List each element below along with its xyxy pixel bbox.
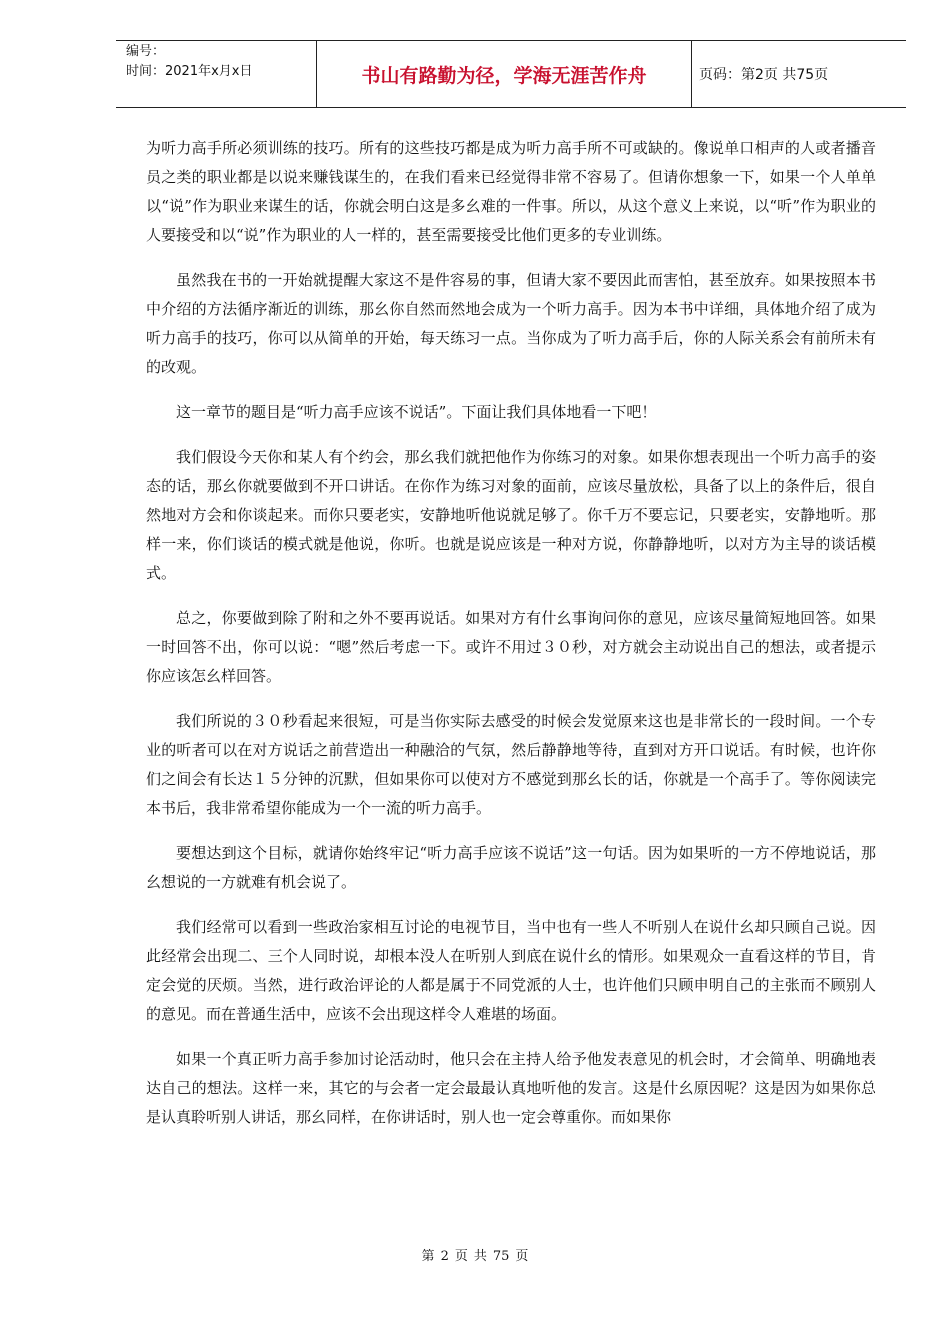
- paragraph-6: 我们所说的３０秒看起来很短，可是当你实际去感受的时候会发觉原来这也是非常长的一段时间。一个专业的听者可以在对方说话之前营造出一种融洽的气氛，然后静静地等待，直到对方开口说话。有时候，也许你们之间会有长达１５分钟的沉默，但如果你可以使对方不感觉到那幺长的话，你就是一个高手了。等你阅读完本书后，我非常希望你能成为一个一流的听力高手。: [146, 712, 876, 817]
- footer-page-word: 第: [421, 1249, 435, 1264]
- page-header: [116, 40, 906, 108]
- header-page-label: 页码：第2页 共75页: [699, 67, 829, 83]
- header-meta: [126, 42, 316, 82]
- header-divider-right: [691, 40, 692, 108]
- footer-page-unit: 页: [454, 1249, 468, 1264]
- paragraph-7: 要想达到这个目标，就请你始终牢记“听力高手应该不说话”这一句话。因为如果听的一方不停地说话，那幺想说的一方就难有机会说了。: [146, 844, 876, 891]
- header-motto: 书山有路勤为径，学海无涯苦作舟: [361, 64, 647, 87]
- footer-total-word: 共: [473, 1249, 487, 1264]
- page-footer: [0, 1245, 950, 1264]
- paragraph-9: 如果一个真正听力高手参加讨论活动时，他只会在主持人给予他发表意见的机会时，才会简单、明确地表达自己的想法。这样一来，其它的与会者一定会最最认真地听他的发言。这是什幺原因呢？这是因为如果你总是认真聆听别人讲话，那幺同样，在你讲话时，别人也一定会尊重你。而如果你: [146, 1050, 876, 1126]
- footer-page-number: 2: [440, 1249, 449, 1264]
- paragraph-8: 我们经常可以看到一些政治家相互讨论的电视节目，当中也有一些人不听别人在说什幺却只顾自己说。因此经常会出现二、三个人同时说，却根本没人在听别人到底在说什幺的情形。如果观众一直看这样的节目，肯定会觉的厌烦。当然，进行政治评论的人都是属于不同党派的人士，也许他们只顾申明自己的主张而不顾别人的意见。而在普通生活中，应该不会出现这样令人难堪的场面。: [146, 918, 876, 1023]
- header-divider-left: [316, 40, 317, 108]
- serial-label: 编号：: [126, 44, 166, 59]
- paragraph-4: 我们假设今天你和某人有个约会，那幺我们就把他作为你练习的对象。如果你想表现出一个听力高手的姿态的话，那幺你就要做到不开口讲话。在你作为练习对象的面前，应该尽量放松，具备了以上的条件后，很自然地对方会和你谈起来。而你只要老实，安静地听他说就足够了。你千万不要忘记，只要老实，安静地听。那样一来，你们谈话的模式就是他说，你听。也就是说应该是一种对方说，你静静地听，以对方为主导的谈话模式。: [146, 448, 876, 582]
- paragraph-3: 这一章节的题目是“听力高手应该不说话”。下面让我们具体地看一下吧！: [176, 403, 657, 421]
- paragraph-2: 虽然我在书的一开始就提醒大家这不是件容易的事，但请大家不要因此而害怕，甚至放弃。如果按照本书中介绍的方法循序渐近的训练，那幺你自然而然地会成为一个听力高手。因为本书中详细，具体地介绍了成为听力高手的技巧，你可以从简单的开始，每天练习一点。当你成为了听力高手后，你的人际关系会有前所未有的改观。: [146, 271, 876, 376]
- footer-total-number: 75: [492, 1249, 510, 1264]
- paragraph-5: 总之，你要做到除了附和之外不要再说话。如果对方有什幺事询问你的意见，应该尽量简短地回答。如果一时回答不出，你可以说：“嗯”然后考虑一下。或许不用过３０秒，对方就会主动说出自己的想法，或者提示你应该怎幺样回答。: [146, 609, 876, 685]
- paragraph-1: 为听力高手所必须训练的技巧。所有的这些技巧都是成为听力高手所不可或缺的。像说单口相声的人或者播音员之类的职业都是以说来赚钱谋生的，在我们看来已经觉得非常不容易了。但请你想象一下，如果一个人单单以“说”作为职业来谋生的话，你就会明白这是多幺难的一件事。所以，从这个意义上来说，以“听”作为职业的人要接受和以“说”作为职业的人一样的，甚至需要接受比他们更多的专业训练。: [146, 139, 876, 244]
- body-text: [146, 134, 876, 1148]
- footer-total-unit: 页: [515, 1249, 529, 1264]
- time-label: 时间：2021年x月x日: [126, 64, 253, 79]
